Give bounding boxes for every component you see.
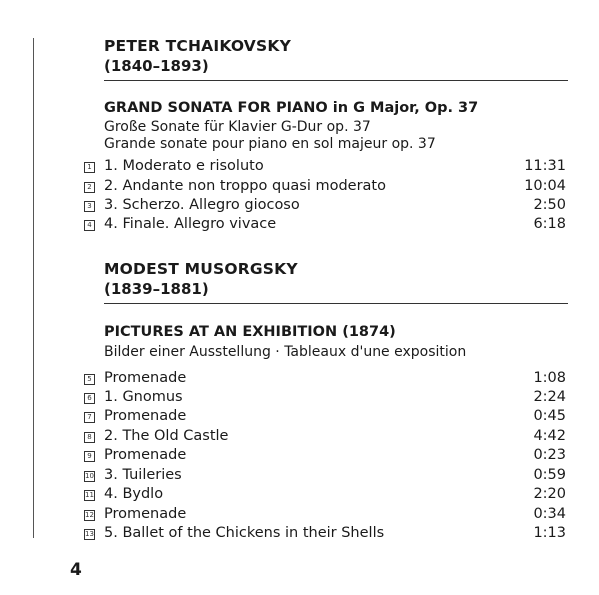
track-title: 3. Scherzo. Allegro giocoso bbox=[104, 197, 300, 213]
track-duration: 0:59 bbox=[533, 467, 566, 483]
track-row bbox=[84, 197, 566, 216]
track-row bbox=[84, 216, 566, 235]
page-number: 4 bbox=[70, 560, 82, 580]
margin-rule bbox=[33, 38, 34, 538]
track-title: Promenade bbox=[104, 408, 187, 424]
work-subtitle-fr: Grande sonate pour piano en sol majeur op. 37 bbox=[104, 136, 436, 152]
track-row bbox=[84, 525, 566, 544]
track-duration: 2:20 bbox=[533, 486, 566, 502]
track-number: 5 bbox=[84, 374, 95, 385]
track-title: Promenade bbox=[104, 447, 187, 463]
track-duration: 6:18 bbox=[533, 216, 566, 232]
track-title: 1. Gnomus bbox=[104, 389, 183, 405]
track-duration: 0:45 bbox=[533, 408, 566, 424]
work-title: PICTURES AT AN EXHIBITION (1874) bbox=[104, 324, 396, 340]
track-title: 2. Andante non troppo quasi moderato bbox=[104, 178, 386, 194]
track-title: Promenade bbox=[104, 506, 187, 522]
work-subtitle-de: Große Sonate für Klavier G-Dur op. 37 bbox=[104, 119, 371, 135]
track-title: 4. Finale. Allegro vivace bbox=[104, 216, 277, 232]
track-title: 5. Ballet of the Chickens in their Shells bbox=[104, 525, 385, 541]
track-duration: 2:50 bbox=[533, 197, 566, 213]
track-duration: 11:31 bbox=[524, 158, 566, 174]
track-number: 11 bbox=[85, 491, 94, 499]
track-title: Promenade bbox=[104, 370, 187, 386]
divider bbox=[104, 303, 568, 304]
track-number: 12 bbox=[85, 511, 94, 519]
track-row bbox=[84, 178, 566, 197]
composer-name: PETER TCHAIKOVSKY bbox=[104, 37, 291, 55]
track-number: 9 bbox=[84, 451, 95, 462]
track-row bbox=[84, 389, 566, 408]
track-duration: 0:23 bbox=[533, 447, 566, 463]
track-duration: 2:24 bbox=[533, 389, 566, 405]
track-title: 4. Bydlo bbox=[104, 486, 164, 502]
track-row bbox=[84, 447, 566, 466]
track-number: 2 bbox=[84, 182, 95, 193]
track-title: 3. Tuileries bbox=[104, 467, 182, 483]
work-title: GRAND SONATA FOR PIANO in G Major, Op. 37 bbox=[104, 100, 479, 116]
track-row bbox=[84, 467, 566, 486]
track-number: 7 bbox=[84, 412, 95, 423]
track-duration: 1:13 bbox=[533, 525, 566, 541]
track-title: 2. The Old Castle bbox=[104, 428, 229, 444]
track-number: 3 bbox=[84, 201, 95, 212]
track-number: 10 bbox=[85, 472, 94, 480]
track-row bbox=[84, 408, 566, 427]
track-number: 4 bbox=[84, 220, 95, 231]
track-row bbox=[84, 506, 566, 525]
composer-name: MODEST MUSORGSKY bbox=[104, 260, 298, 278]
track-title: 1. Moderato e risoluto bbox=[104, 158, 264, 174]
track-row bbox=[84, 158, 566, 177]
track-number: 6 bbox=[84, 393, 95, 404]
track-row bbox=[84, 486, 566, 505]
track-duration: 1:08 bbox=[533, 370, 566, 386]
track-duration: 10:04 bbox=[524, 178, 566, 194]
work-subtitle: Bilder einer Ausstellung · Tableaux d'une exposition bbox=[104, 344, 467, 360]
composer-dates: (1840–1893) bbox=[104, 57, 209, 75]
composer-dates: (1839–1881) bbox=[104, 280, 209, 298]
track-duration: 0:34 bbox=[533, 506, 566, 522]
track-number: 13 bbox=[85, 530, 94, 538]
track-number: 8 bbox=[84, 432, 95, 443]
track-number: 1 bbox=[84, 162, 95, 173]
divider bbox=[104, 80, 568, 81]
track-row bbox=[84, 370, 566, 389]
track-row bbox=[84, 428, 566, 447]
track-duration: 4:42 bbox=[533, 428, 566, 444]
